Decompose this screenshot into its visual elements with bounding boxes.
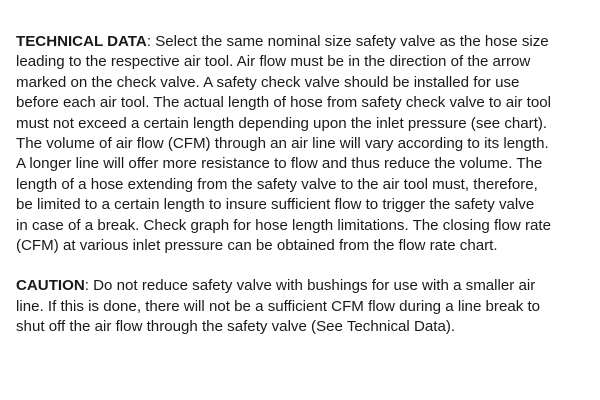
paragraph-line: line. If this is done, there will not be a sufficient CFM flow during a line break to bbox=[16, 297, 541, 315]
paragraph-line: (CFM) at various inlet pressure can be obtained from the flow rate chart. bbox=[16, 237, 498, 255]
paragraph-line: marked on the check valve. A safety check valve should be installed for use bbox=[16, 73, 520, 91]
paragraph-line: shut off the air flow through the safety valve (See Technical Data). bbox=[16, 318, 456, 336]
paragraph-line: be limited to a certain length to insure sufficient flow to trigger the safety valve bbox=[16, 196, 535, 214]
paragraph-line: The volume of air flow (CFM) through an air line will vary according to its length. bbox=[16, 135, 549, 153]
paragraph-line: must not exceed a certain length depending upon the inlet pressure (see chart). bbox=[16, 114, 548, 132]
paragraph-line-text: : Do not reduce safety valve with bushings for use with a smaller air bbox=[84, 277, 536, 295]
paragraph-line: leading to the respective air tool. Air flow must be in the direction of the arrow bbox=[16, 53, 531, 71]
paragraph-line: A longer line will offer more resistance to flow and thus reduce the volume. The bbox=[16, 155, 543, 173]
paragraph-line bbox=[16, 276, 588, 296]
paragraph-line: length of a hose extending from the safety valve to the air tool must, therefore, bbox=[16, 175, 538, 193]
document-body bbox=[16, 32, 588, 338]
paragraph-line: in case of a break. Check graph for hose length limitations. The closing flow rate bbox=[16, 216, 551, 234]
paragraph-line bbox=[16, 32, 588, 52]
caution-heading: CAUTION bbox=[16, 277, 85, 295]
technical-data-paragraph bbox=[16, 32, 588, 256]
caution-paragraph bbox=[16, 276, 588, 337]
technical-data-heading: TECHNICAL DATA bbox=[16, 33, 147, 50]
paragraph-line: before each air tool. The actual length of hose from safety check valve to air tool bbox=[16, 94, 552, 112]
paragraph-line-text: : Select the same nominal size safety valve as the hose size bbox=[146, 33, 549, 50]
